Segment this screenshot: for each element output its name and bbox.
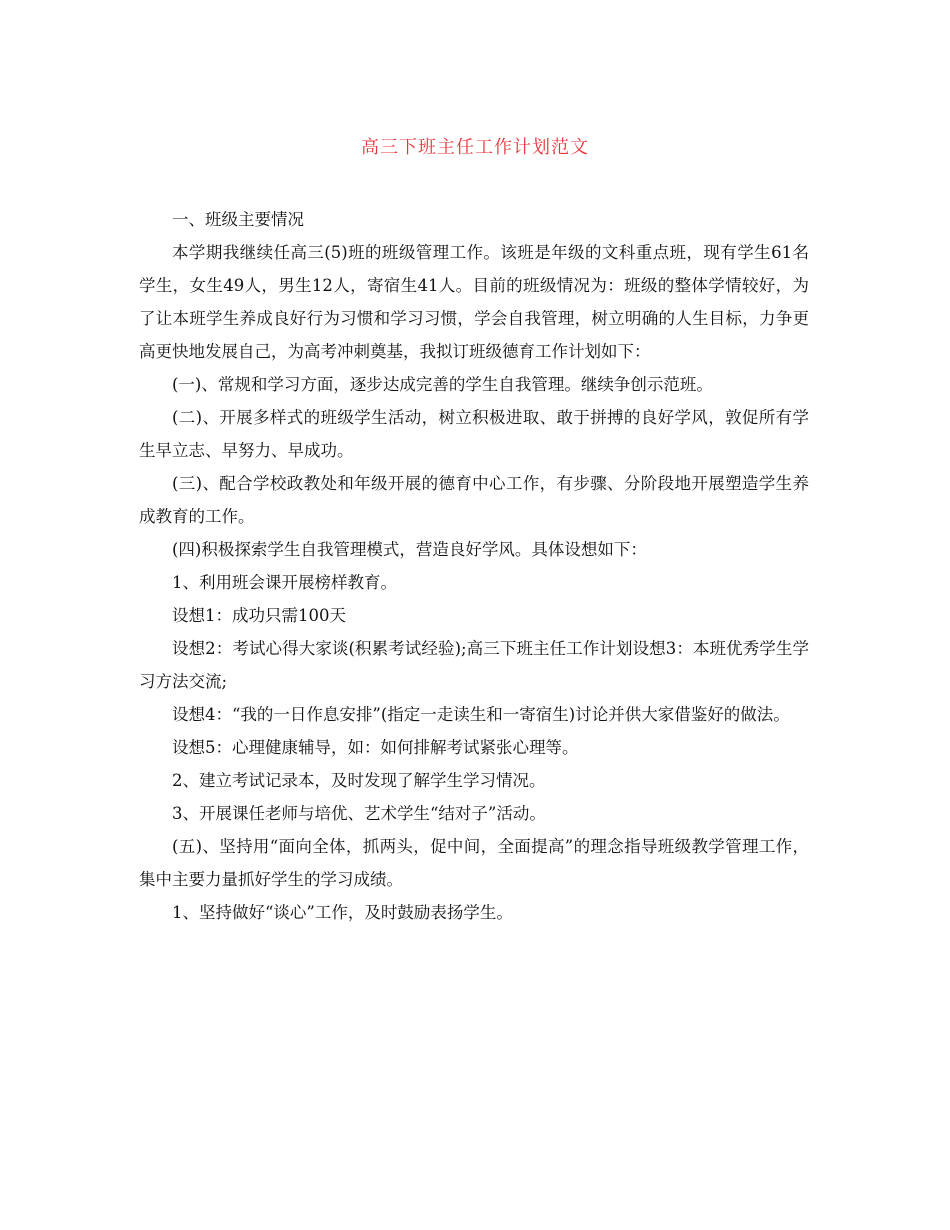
idea-item-2-3: 设想2：考试心得大家谈(积累考试经验);高三下班主任工作计划设想3：本班优秀学生学习方法交流; [139, 639, 809, 691]
section-heading-class-overview: 一、班级主要情况 [172, 210, 304, 229]
sub-item-exam-record: 2、建立考试记录本，及时发现了解学生学习情况。 [172, 771, 546, 790]
idea-item-5: 设想5：心理健康辅导，如：如何排解考试紧张心理等。 [172, 738, 579, 757]
list-item-moral-education: (三)、配合学校政教处和年级开展的德育中心工作，有步骤、分阶段地开展塑造学生养成教育的工作。 [139, 474, 809, 526]
list-item-teaching-management: (五)、坚持用“面向全体，抓两头，促中间，全面提高”的理念指导班级教学管理工作，集中主要力量抓好学生的学习成绩。 [139, 837, 809, 889]
list-item-activities: (二)、开展多样式的班级学生活动，树立积极进取、敢于拼搏的良好学风，敦促所有学生早立志、早努力、早成功。 [139, 408, 809, 460]
list-item-routine-learning: (一)、常规和学习方面，逐步达成完善的学生自我管理。继续争创示范班。 [172, 375, 713, 394]
paragraph-class-situation: 本学期我继续任高三(5)班的班级管理工作。该班是年级的文科重点班，现有学生61名学生，女生49人，男生12人，寄宿生41人。目前的班级情况为：班级的整体学情较好，为了让本班学生养成良好行为习惯和学习习惯，学会自我管理，树立明确的人生目标，力争更高更快地发展自己，为高考冲刺奠基，我拟订班级德育工作计划如下： [139, 243, 809, 361]
sub-item-role-model-education: 1、利用班会课开展榜样教育。 [172, 573, 397, 592]
sub-item-pairing-activity: 3、开展课任老师与培优、艺术学生“结对子”活动。 [172, 804, 546, 823]
idea-item-1: 设想1：成功只需100天 [172, 606, 346, 625]
list-item-self-management: (四)积极探索学生自我管理模式，营造良好学风。具体设想如下： [172, 540, 647, 559]
idea-item-4: 设想4：“我的一日作息安排”(指定一走读生和一寄宿生)讨论并供大家借鉴好的做法。 [172, 705, 790, 724]
sub-item-heart-to-heart: 1、坚持做好“谈心”工作，及时鼓励表扬学生。 [172, 903, 513, 922]
document-body [139, 203, 809, 929]
document-title: 高三下班主任工作计划范文 [361, 137, 589, 158]
